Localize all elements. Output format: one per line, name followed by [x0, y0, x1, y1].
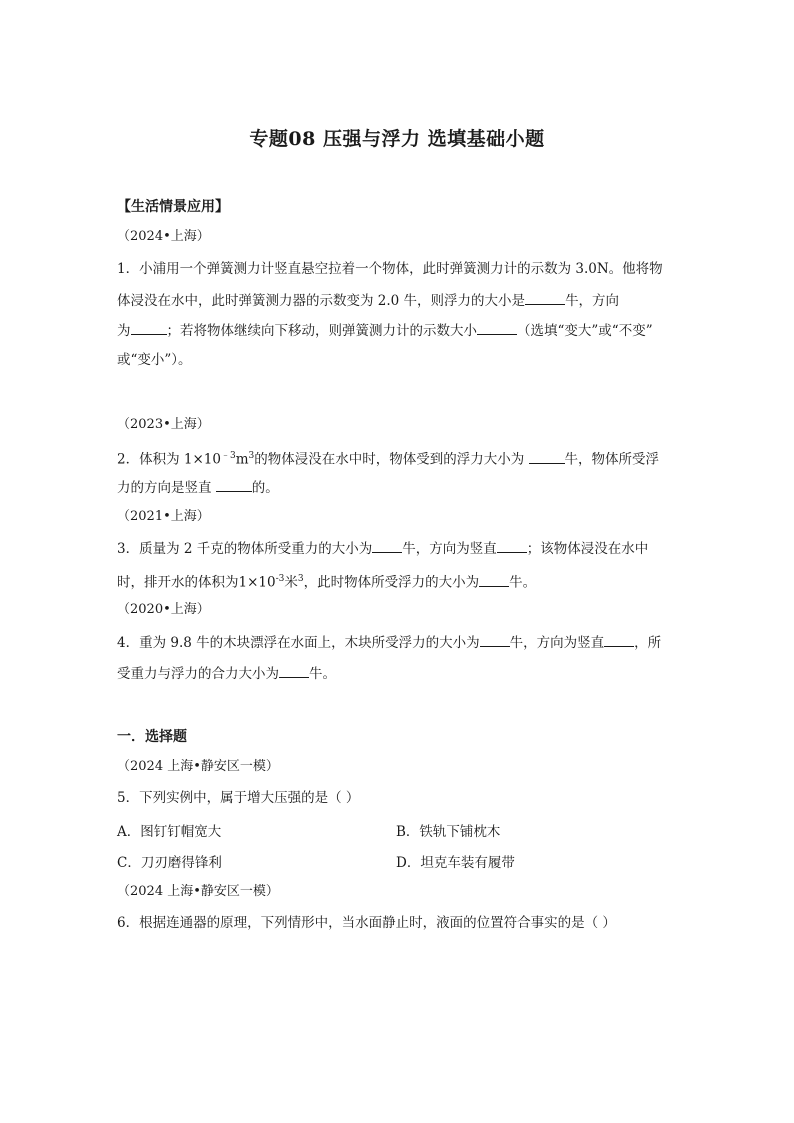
- q3-text: ；该物体浸没在水中: [526, 541, 649, 557]
- answer-blank: [477, 320, 517, 335]
- section-heading-life-scenarios: 【生活情景应用】: [117, 199, 229, 215]
- q3-text: 米: [284, 574, 298, 591]
- answer-blank: [479, 572, 509, 587]
- q5-source: （2024 上海•静安区一模）: [117, 759, 279, 774]
- q1-line-4: 或“变小”）。: [117, 352, 192, 368]
- q1-text: ；若将物体继续向下移动，则弹簧测力计的示数大小: [166, 323, 477, 339]
- q2-line-2: [117, 477, 279, 498]
- q1-line-2: [117, 290, 619, 311]
- q1-text: 为: [117, 323, 131, 339]
- q1-text: 牛，方向: [565, 293, 620, 309]
- q3-text: 时，排开水的体积为1×10: [117, 574, 276, 591]
- q4-text: 受重力与浮力的合力大小为: [117, 666, 279, 682]
- q3-text: 牛，方向为竖直: [402, 541, 497, 557]
- answer-blank: [279, 663, 309, 678]
- answer-blank: [497, 538, 527, 553]
- answer-blank: [372, 538, 402, 553]
- answer-blank: [525, 290, 565, 305]
- q3-text: 牛。: [509, 574, 537, 591]
- q1-source: （2024•上海）: [117, 229, 210, 244]
- q2-text: 力的方向是竖直: [117, 480, 216, 496]
- q4-text: ，所: [634, 635, 662, 651]
- q5-stem: 5．下列实例中，属于增大压强的是（ ）: [117, 790, 360, 806]
- q5-option-b: B．铁轨下铺枕木: [396, 824, 501, 840]
- answer-blank: [480, 632, 510, 647]
- q2-exponent: 3: [248, 451, 255, 461]
- q2-text: 2．体积为 1×10: [117, 451, 221, 468]
- q5-option-a: A．图钉钉帽宽大: [117, 824, 222, 840]
- q1-text: （选填“变大”或“不变”: [517, 323, 653, 339]
- q3-line-1: [117, 538, 648, 559]
- q4-line-1: [117, 632, 661, 653]
- q1-text: 体浸没在水中，此时弹簧测力器的示数变为 2.0 牛，则浮力的大小是: [117, 293, 526, 309]
- q5-option-d: D．坦克车装有履带: [396, 855, 515, 871]
- q3-text: 3．质量为 2 千克的物体所受重力的大小为: [117, 541, 373, 557]
- q2-line-1: [117, 446, 659, 470]
- q3-source: （2021•上海）: [117, 509, 210, 524]
- q6-stem: 6．根据连通器的原理，下列情形中，当水面静止时，液面的位置符合事实的是（ ）: [117, 915, 616, 931]
- q1-line-1: 1．小浦用一个弹簧测力计竖直悬空拉着一个物体，此时弹簧测力计的示数为 3.0N。他将物: [117, 261, 663, 277]
- q4-text: 牛，方向为竖直: [509, 635, 605, 651]
- q2-text: 牛，物体所受浮: [564, 451, 660, 468]
- answer-blank: [216, 477, 252, 492]
- answer-blank: [131, 320, 167, 335]
- q4-text: 4．重为 9.8 牛的木块漂浮在水面上，木块所受浮力的大小为: [117, 635, 480, 651]
- q2-text: 的。: [251, 480, 279, 496]
- q1-line-3: [117, 320, 653, 341]
- answer-blank: [604, 632, 634, 647]
- q2-text: m: [235, 451, 249, 468]
- q3-exponent: 3: [297, 574, 304, 584]
- q2-exponent: ﹣3: [220, 451, 236, 461]
- q3-exponent: -3: [275, 574, 285, 584]
- q2-text: 的物体浸没在水中时，物体受到的浮力大小为: [254, 451, 529, 468]
- page-title: 专题08 压强与浮力 选填基础小题: [249, 128, 545, 150]
- section-heading-multiple-choice: 一．选择题: [117, 729, 187, 745]
- q6-source: （2024 上海•静安区一模）: [117, 884, 279, 899]
- q4-line-2: [117, 663, 336, 684]
- q3-text: ，此时物体所受浮力的大小为: [303, 574, 480, 591]
- q4-text: 牛。: [309, 666, 336, 682]
- q4-source: （2020•上海）: [117, 602, 210, 617]
- q5-option-c: C．刀刃磨得锋利: [117, 855, 222, 871]
- answer-blank: [529, 449, 565, 464]
- q3-line-2: [117, 569, 536, 593]
- q2-source: （2023•上海）: [117, 417, 210, 432]
